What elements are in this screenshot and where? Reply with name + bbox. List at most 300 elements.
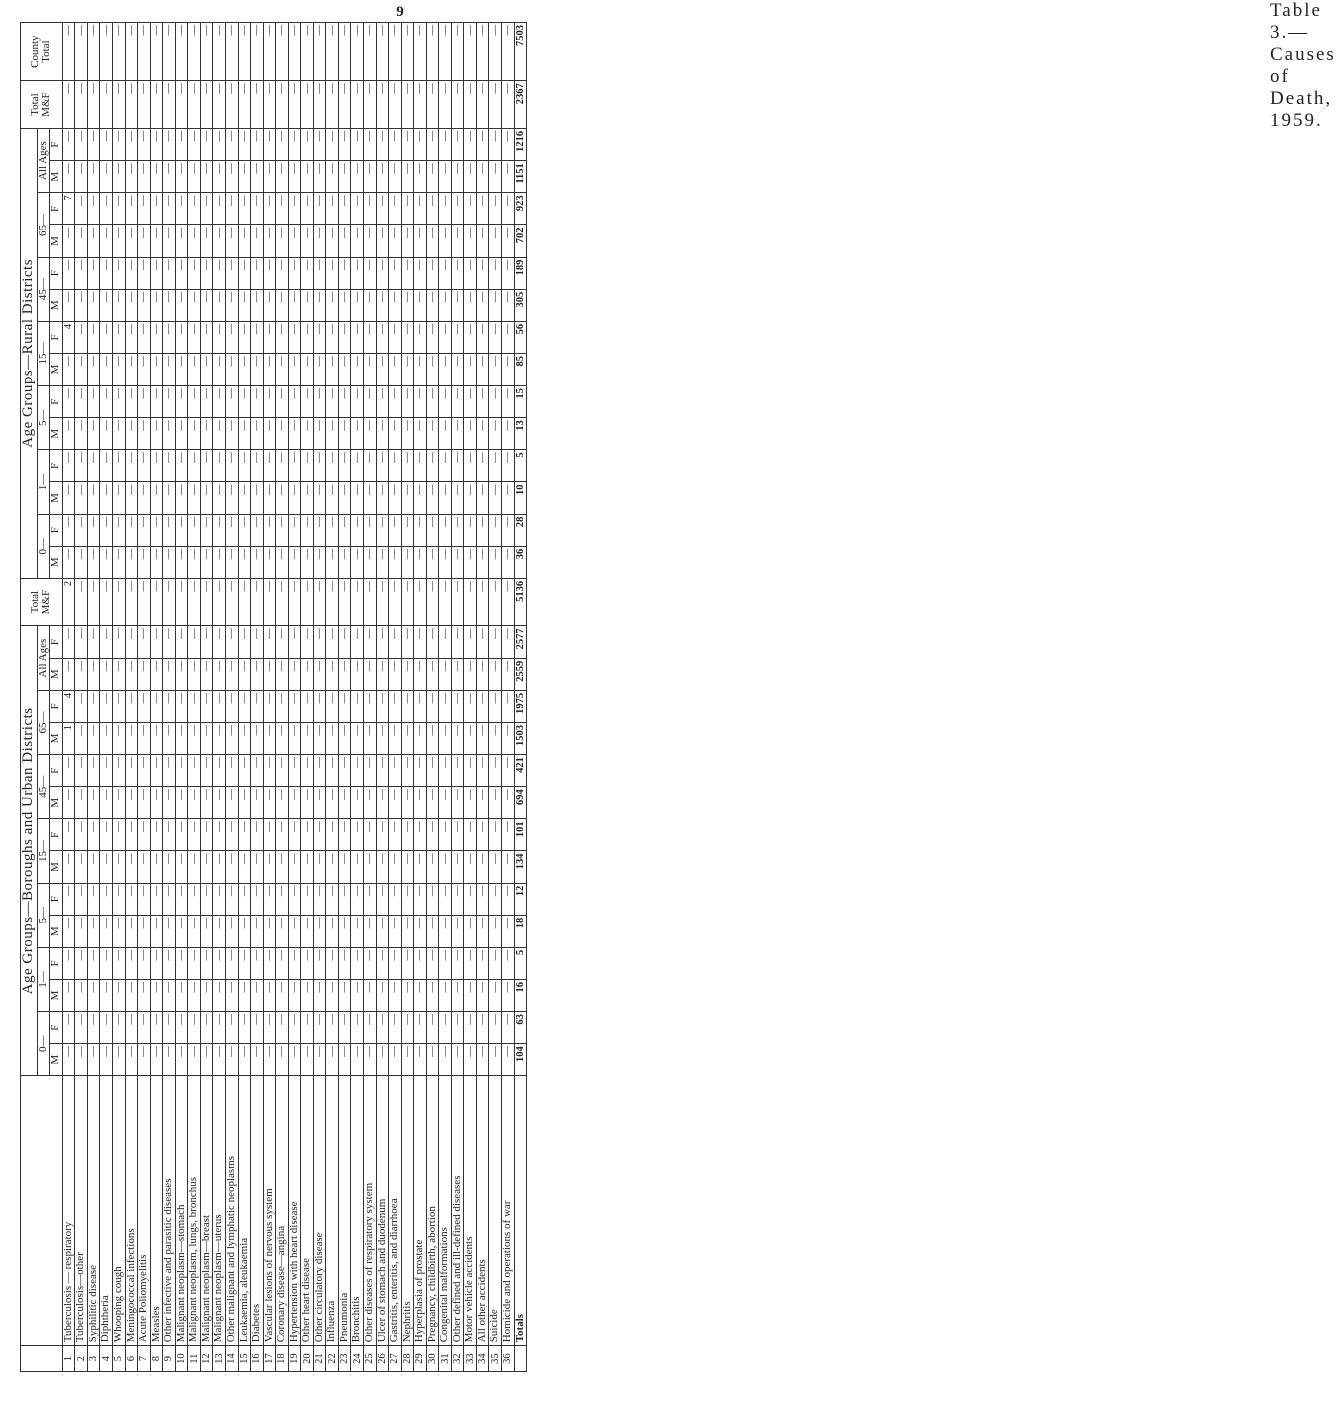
cell-value: — bbox=[288, 225, 301, 257]
table-row bbox=[113, 23, 126, 1372]
cell-value: — bbox=[501, 418, 514, 450]
cell-value: — bbox=[200, 979, 213, 1011]
cell-value: — bbox=[401, 578, 414, 626]
cell-value: — bbox=[138, 23, 151, 81]
cell-value: — bbox=[489, 578, 502, 626]
cell-value: — bbox=[389, 482, 402, 514]
row-number: 15 bbox=[238, 1346, 251, 1372]
cell-value: — bbox=[301, 1044, 314, 1076]
cell-value: — bbox=[75, 514, 88, 546]
cell-value: — bbox=[476, 225, 489, 257]
cell-value: — bbox=[326, 722, 339, 754]
cell-value: — bbox=[476, 193, 489, 225]
cell-value: — bbox=[313, 690, 326, 722]
cell-value: — bbox=[389, 755, 402, 787]
cell-value: — bbox=[200, 321, 213, 353]
cell-value: — bbox=[213, 482, 226, 514]
cell-value: — bbox=[363, 482, 376, 514]
cell-value: — bbox=[376, 787, 389, 819]
cell-value: — bbox=[138, 161, 151, 193]
header-group-boroughs: Age Groups—Boroughs and Urban Districts bbox=[21, 626, 38, 1076]
cell-value: — bbox=[238, 658, 251, 690]
cell-value: — bbox=[276, 482, 289, 514]
cell-value: — bbox=[426, 418, 439, 450]
rotated-table-container bbox=[20, 22, 780, 1372]
cell-value: — bbox=[75, 883, 88, 915]
cell-value: — bbox=[225, 722, 238, 754]
cell-value: — bbox=[464, 225, 477, 257]
cell-value: — bbox=[163, 546, 176, 578]
cell-value: — bbox=[351, 787, 364, 819]
cell-value: — bbox=[414, 546, 427, 578]
cell-value: — bbox=[276, 851, 289, 883]
cause-name: Pregnancy, childbirth, abortion bbox=[426, 1076, 439, 1346]
cell-value: — bbox=[501, 819, 514, 851]
cell-value: — bbox=[213, 289, 226, 321]
row-number: 8 bbox=[150, 1346, 163, 1372]
cell-value: 4 bbox=[62, 690, 75, 722]
cell-value: — bbox=[451, 257, 464, 289]
cell-value: — bbox=[263, 626, 276, 658]
table-row bbox=[501, 23, 514, 1372]
cell-value: — bbox=[175, 482, 188, 514]
cell-value: — bbox=[138, 578, 151, 626]
cell-value: — bbox=[150, 418, 163, 450]
row-number: 36 bbox=[501, 1346, 514, 1372]
header-female: F bbox=[50, 386, 63, 418]
table-row bbox=[87, 23, 100, 1372]
cell-value: — bbox=[376, 851, 389, 883]
cell-value: — bbox=[464, 289, 477, 321]
cell-value: — bbox=[351, 851, 364, 883]
cell-value: — bbox=[225, 353, 238, 385]
cell-value: — bbox=[326, 690, 339, 722]
cell-value: — bbox=[501, 851, 514, 883]
cell-value: — bbox=[338, 81, 351, 129]
cell-value: — bbox=[100, 161, 113, 193]
cell-value: — bbox=[363, 23, 376, 81]
row-number: 27 bbox=[389, 1346, 402, 1372]
table-row bbox=[100, 23, 113, 1372]
cell-value: — bbox=[338, 883, 351, 915]
cell-value: — bbox=[188, 1044, 201, 1076]
cell-value: — bbox=[276, 450, 289, 482]
cell-value: — bbox=[451, 915, 464, 947]
cell-value: — bbox=[464, 658, 477, 690]
cell-value: — bbox=[150, 755, 163, 787]
cell-value: — bbox=[414, 722, 427, 754]
cell-value: — bbox=[288, 1012, 301, 1044]
cell-value: — bbox=[225, 915, 238, 947]
cell-value: — bbox=[288, 546, 301, 578]
row-number: 21 bbox=[313, 1346, 326, 1372]
cell-value: — bbox=[476, 578, 489, 626]
cell-value: — bbox=[138, 626, 151, 658]
cell-value: — bbox=[113, 289, 126, 321]
cell-value: — bbox=[163, 626, 176, 658]
cell-value: — bbox=[451, 722, 464, 754]
table-row bbox=[476, 23, 489, 1372]
table-row bbox=[338, 23, 351, 1372]
cell-value: — bbox=[150, 450, 163, 482]
cell-value: — bbox=[225, 626, 238, 658]
cell-value: — bbox=[389, 514, 402, 546]
table-row bbox=[138, 23, 151, 1372]
cell-value: — bbox=[125, 690, 138, 722]
cell-value: — bbox=[476, 418, 489, 450]
cell-value: — bbox=[163, 787, 176, 819]
cell-value: — bbox=[414, 690, 427, 722]
row-number: 32 bbox=[451, 1346, 464, 1372]
header-female: F bbox=[50, 193, 63, 225]
page-number: 9 bbox=[396, 4, 404, 20]
cell-value: — bbox=[351, 626, 364, 658]
cell-value: — bbox=[213, 851, 226, 883]
cell-value: — bbox=[363, 161, 376, 193]
table-row bbox=[238, 23, 251, 1372]
cell-value: — bbox=[113, 514, 126, 546]
cell-value: — bbox=[376, 225, 389, 257]
cell-value: — bbox=[87, 321, 100, 353]
cell-value: — bbox=[313, 514, 326, 546]
cell-value: 923 bbox=[514, 193, 527, 225]
cell-value: — bbox=[476, 755, 489, 787]
cause-name: Meningococcal infections bbox=[125, 1076, 138, 1346]
cell-value: 101 bbox=[514, 819, 527, 851]
cell-value: — bbox=[338, 819, 351, 851]
header-age-group: All Ages bbox=[37, 128, 50, 193]
cell-value: — bbox=[100, 1044, 113, 1076]
cell-value: — bbox=[138, 722, 151, 754]
cell-value: — bbox=[338, 353, 351, 385]
cell-value: 421 bbox=[514, 755, 527, 787]
cause-name: Suicide bbox=[489, 1076, 502, 1346]
cause-name: Other defined and ill-defined diseases bbox=[451, 1076, 464, 1346]
cell-value: — bbox=[150, 690, 163, 722]
cell-value: — bbox=[238, 915, 251, 947]
cell-value: — bbox=[263, 819, 276, 851]
cell-value: — bbox=[175, 1012, 188, 1044]
cell-value: — bbox=[501, 450, 514, 482]
cell-value: — bbox=[276, 626, 289, 658]
cell-value: — bbox=[476, 1012, 489, 1044]
cell-value: — bbox=[376, 321, 389, 353]
cell-value: — bbox=[451, 289, 464, 321]
cell-value: — bbox=[351, 353, 364, 385]
cell-value: — bbox=[301, 546, 314, 578]
cell-value: — bbox=[414, 979, 427, 1011]
cell-value: — bbox=[138, 257, 151, 289]
cell-value: — bbox=[225, 321, 238, 353]
cell-value: — bbox=[125, 386, 138, 418]
cell-value: — bbox=[175, 225, 188, 257]
cell-value: — bbox=[376, 658, 389, 690]
cell-value: — bbox=[175, 321, 188, 353]
cell-value: — bbox=[389, 690, 402, 722]
cell-value: — bbox=[175, 81, 188, 129]
cell-value: — bbox=[75, 851, 88, 883]
cell-value: — bbox=[351, 81, 364, 129]
cell-value: — bbox=[476, 979, 489, 1011]
cell-value: 189 bbox=[514, 257, 527, 289]
cell-value: — bbox=[276, 81, 289, 129]
cause-name: Pneumonia bbox=[338, 1076, 351, 1346]
cell-value: — bbox=[301, 482, 314, 514]
cell-value: — bbox=[113, 658, 126, 690]
cell-value: — bbox=[175, 690, 188, 722]
cell-value: — bbox=[138, 81, 151, 129]
cell-value: — bbox=[150, 482, 163, 514]
cell-value: — bbox=[138, 1044, 151, 1076]
row-number: 18 bbox=[276, 1346, 289, 1372]
cell-value: — bbox=[175, 546, 188, 578]
cell-value: — bbox=[326, 787, 339, 819]
cell-value: — bbox=[75, 819, 88, 851]
cell-value: — bbox=[62, 787, 75, 819]
cell-value: — bbox=[326, 883, 339, 915]
cell-value: — bbox=[213, 161, 226, 193]
cell-value: — bbox=[501, 658, 514, 690]
cell-value: — bbox=[288, 386, 301, 418]
cell-value: — bbox=[363, 883, 376, 915]
cell-value: — bbox=[113, 1044, 126, 1076]
row-number: 19 bbox=[288, 1346, 301, 1372]
cell-value: — bbox=[326, 450, 339, 482]
cell-value: — bbox=[414, 787, 427, 819]
header-age-group: 0— bbox=[37, 1012, 50, 1076]
cell-value: — bbox=[426, 81, 439, 129]
header-female: F bbox=[50, 1012, 63, 1044]
cell-value: — bbox=[238, 161, 251, 193]
table-row bbox=[389, 23, 402, 1372]
cell-value: — bbox=[276, 1044, 289, 1076]
cell-value: — bbox=[389, 1044, 402, 1076]
cell-value: — bbox=[213, 386, 226, 418]
cell-value: — bbox=[464, 979, 477, 1011]
cell-value: — bbox=[100, 225, 113, 257]
cell-value: — bbox=[489, 979, 502, 1011]
cell-value: — bbox=[351, 23, 364, 81]
cell-value: — bbox=[414, 883, 427, 915]
cause-name: Diabetes bbox=[251, 1076, 264, 1346]
cell-value: — bbox=[464, 321, 477, 353]
cell-value: — bbox=[87, 514, 100, 546]
cell-value: — bbox=[439, 915, 452, 947]
cell-value: — bbox=[313, 658, 326, 690]
cell-value: — bbox=[326, 257, 339, 289]
cell-value: — bbox=[225, 193, 238, 225]
header-male: M bbox=[50, 915, 63, 947]
cell-value: — bbox=[263, 353, 276, 385]
cell-value: — bbox=[200, 546, 213, 578]
cell-value: — bbox=[138, 546, 151, 578]
cell-value: — bbox=[113, 450, 126, 482]
cell-value: — bbox=[163, 81, 176, 129]
cell-value: — bbox=[125, 658, 138, 690]
cell-value: — bbox=[376, 690, 389, 722]
cell-value: — bbox=[150, 1044, 163, 1076]
cell-value: — bbox=[464, 450, 477, 482]
header-female: F bbox=[50, 626, 63, 658]
cell-value: — bbox=[225, 225, 238, 257]
cell-value: — bbox=[351, 482, 364, 514]
cell-value: — bbox=[200, 1044, 213, 1076]
cell-value: — bbox=[501, 321, 514, 353]
cell-value: — bbox=[351, 755, 364, 787]
cell-value: — bbox=[363, 1044, 376, 1076]
cell-value: — bbox=[414, 1044, 427, 1076]
cell-value: — bbox=[351, 979, 364, 1011]
cell-value: — bbox=[288, 722, 301, 754]
table-row bbox=[276, 23, 289, 1372]
cell-value: — bbox=[313, 546, 326, 578]
cell-value: — bbox=[376, 450, 389, 482]
cell-value: — bbox=[87, 819, 100, 851]
cell-value: — bbox=[75, 722, 88, 754]
cell-value: — bbox=[163, 883, 176, 915]
cell-value: — bbox=[150, 225, 163, 257]
cell-value: — bbox=[238, 450, 251, 482]
cell-value: — bbox=[326, 161, 339, 193]
cell-value: — bbox=[113, 386, 126, 418]
cell-value: — bbox=[175, 883, 188, 915]
cell-value: — bbox=[75, 23, 88, 81]
cell-value: — bbox=[288, 690, 301, 722]
cell-value: — bbox=[276, 658, 289, 690]
cell-value: — bbox=[163, 819, 176, 851]
cell-value: — bbox=[150, 883, 163, 915]
cell-value: — bbox=[138, 915, 151, 947]
cell-value: — bbox=[188, 851, 201, 883]
cell-value: 694 bbox=[514, 787, 527, 819]
cell-value: — bbox=[351, 225, 364, 257]
cell-value: — bbox=[338, 690, 351, 722]
cell-value: — bbox=[213, 722, 226, 754]
cell-value: — bbox=[326, 947, 339, 979]
cell-value: — bbox=[338, 23, 351, 81]
cell-value: — bbox=[414, 1012, 427, 1044]
cell-value: — bbox=[489, 193, 502, 225]
cell-value: — bbox=[75, 321, 88, 353]
cell-value: — bbox=[414, 514, 427, 546]
cell-value: — bbox=[476, 450, 489, 482]
cell-value: — bbox=[313, 450, 326, 482]
cell-value: — bbox=[138, 883, 151, 915]
cell-value: — bbox=[150, 979, 163, 1011]
cell-value: — bbox=[389, 578, 402, 626]
cell-value: — bbox=[338, 1012, 351, 1044]
cell-value: — bbox=[464, 578, 477, 626]
header-number bbox=[21, 1346, 63, 1372]
cell-value: — bbox=[338, 386, 351, 418]
cell-value: — bbox=[363, 81, 376, 129]
cell-value: — bbox=[62, 915, 75, 947]
cell-value: 1503 bbox=[514, 722, 527, 754]
cell-value: — bbox=[426, 482, 439, 514]
cell-value: — bbox=[188, 658, 201, 690]
cell-value: — bbox=[188, 947, 201, 979]
cell-value: — bbox=[113, 23, 126, 81]
cell-value: — bbox=[288, 787, 301, 819]
cell-value: — bbox=[213, 883, 226, 915]
cell-value: — bbox=[476, 81, 489, 129]
cell-value: 7503 bbox=[514, 23, 527, 81]
cell-value: — bbox=[125, 787, 138, 819]
cell-value: — bbox=[87, 546, 100, 578]
cell-value: — bbox=[326, 1012, 339, 1044]
cell-value: — bbox=[301, 690, 314, 722]
cell-value: — bbox=[163, 23, 176, 81]
cell-value: — bbox=[75, 257, 88, 289]
cell-value: — bbox=[100, 626, 113, 658]
cell-value: — bbox=[414, 658, 427, 690]
cell-value: — bbox=[338, 546, 351, 578]
table-row bbox=[351, 23, 364, 1372]
cell-value: — bbox=[338, 578, 351, 626]
cell-value: — bbox=[213, 418, 226, 450]
cell-value: — bbox=[150, 353, 163, 385]
cell-value: — bbox=[188, 193, 201, 225]
cell-value: — bbox=[62, 482, 75, 514]
cell-value: — bbox=[150, 722, 163, 754]
cause-name: Bronchitis bbox=[351, 1076, 364, 1346]
cell-value: — bbox=[451, 947, 464, 979]
table-row bbox=[251, 23, 264, 1372]
cell-value: — bbox=[439, 128, 452, 160]
cell-value: — bbox=[376, 722, 389, 754]
cell-value: — bbox=[464, 514, 477, 546]
cell-value: — bbox=[150, 81, 163, 129]
cell-value: — bbox=[213, 81, 226, 129]
cell-value: — bbox=[389, 450, 402, 482]
cell-value: — bbox=[276, 289, 289, 321]
cell-value: — bbox=[87, 947, 100, 979]
cell-value: — bbox=[100, 658, 113, 690]
cell-value: — bbox=[113, 883, 126, 915]
cell-value: — bbox=[439, 787, 452, 819]
cell-value: — bbox=[251, 81, 264, 129]
cell-value: — bbox=[213, 915, 226, 947]
cell-value: — bbox=[251, 578, 264, 626]
cell-value: — bbox=[263, 81, 276, 129]
cell-value: 36 bbox=[514, 546, 527, 578]
cell-value: — bbox=[276, 722, 289, 754]
cell-value: — bbox=[401, 722, 414, 754]
cell-value: — bbox=[138, 658, 151, 690]
cell-value: — bbox=[501, 514, 514, 546]
cell-value: — bbox=[87, 161, 100, 193]
header-male: M bbox=[50, 353, 63, 385]
cell-value: — bbox=[87, 353, 100, 385]
cell-value: — bbox=[251, 161, 264, 193]
cell-value: — bbox=[75, 193, 88, 225]
cell-value: — bbox=[489, 514, 502, 546]
totals-row bbox=[514, 23, 527, 1372]
header-male: M bbox=[50, 851, 63, 883]
cell-value: — bbox=[188, 128, 201, 160]
cell-value: — bbox=[125, 1012, 138, 1044]
cell-value: — bbox=[288, 353, 301, 385]
cell-value: — bbox=[476, 947, 489, 979]
cell-value: — bbox=[100, 450, 113, 482]
cell-value: — bbox=[213, 128, 226, 160]
cell-value: — bbox=[338, 947, 351, 979]
cell-value: — bbox=[376, 626, 389, 658]
cell-value: — bbox=[338, 450, 351, 482]
cell-value: — bbox=[100, 787, 113, 819]
cell-value: — bbox=[451, 690, 464, 722]
cell-value: — bbox=[238, 128, 251, 160]
